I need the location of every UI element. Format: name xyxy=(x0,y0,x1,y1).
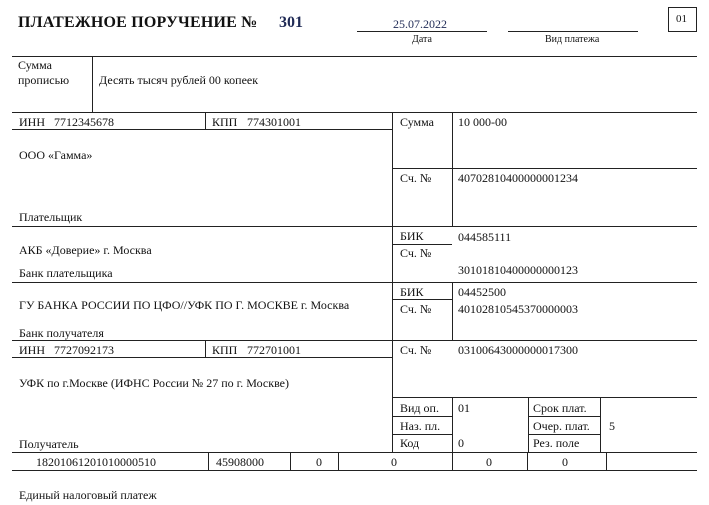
amount-words-divider xyxy=(92,56,93,112)
grid-line-434a xyxy=(392,434,452,435)
payee-bank-bik-label: БИК xyxy=(400,285,424,299)
payee-inn-label: ИНН xyxy=(19,343,45,357)
grid-line-416a xyxy=(392,416,452,417)
payee-bank-account-label: Сч. № xyxy=(400,302,432,316)
payee-kpp: 772701001 xyxy=(247,343,301,357)
date-underline xyxy=(357,31,487,32)
payment-type-label: Вид платежа xyxy=(545,34,600,45)
grid-line-226 xyxy=(12,226,697,227)
amount-words-value: Десять тысяч рублей 00 копеек xyxy=(99,73,259,87)
grid-vline-205b xyxy=(205,340,206,357)
document-date: 25.07.2022 xyxy=(393,17,447,31)
tax-sep-5 xyxy=(527,452,528,470)
grid-line-452 xyxy=(12,452,697,453)
tax-period: 0 xyxy=(391,455,397,469)
date-label: Дата xyxy=(412,34,432,45)
payee-bank-account: 40102810545370000003 xyxy=(458,302,578,316)
tax-basis: 0 xyxy=(316,455,322,469)
op-type-label: Вид оп. xyxy=(400,401,439,415)
payee-label: Получатель xyxy=(19,437,79,451)
payee-account: 03100643000000017300 xyxy=(458,343,578,357)
payee-bank-name: ГУ БАНКА РОССИИ ПО ЦФО//УФК ПО Г. МОСКВЕ г. Москва xyxy=(19,298,350,312)
payer-bank-bik: 044585111 xyxy=(458,230,512,244)
amount-label: Сумма xyxy=(400,115,434,129)
form-code-box xyxy=(668,7,697,32)
order-label: Очер. плат. xyxy=(533,419,590,433)
payee-bank-label: Банк получателя xyxy=(19,326,104,340)
code-value: 0 xyxy=(458,436,464,450)
payee-inn: 7727092173 xyxy=(54,343,114,357)
tax-sep-2 xyxy=(290,452,291,470)
grid-vline-600 xyxy=(600,397,601,452)
payer-inn: 7712345678 xyxy=(54,115,114,129)
tax-doc-number: 0 xyxy=(486,455,492,469)
payer-name: ООО «Гамма» xyxy=(19,148,93,162)
purpose-code-label: Наз. пл. xyxy=(400,419,441,433)
amount-words-label-2: прописью xyxy=(18,73,70,87)
tax-sep-6 xyxy=(606,452,607,470)
grid-line-244 xyxy=(392,244,452,245)
payee-kpp-label: КПП xyxy=(212,343,238,357)
payer-bank-bik-label: БИК xyxy=(400,229,424,243)
grid-vline-452c xyxy=(452,397,453,452)
amount-words-label-1: Сумма xyxy=(18,58,52,72)
payer-bank-account: 30101810400000000123 xyxy=(458,263,578,277)
grid-line-340 xyxy=(12,340,697,341)
form-code: 01 xyxy=(676,13,687,25)
grid-line-434b xyxy=(528,434,600,435)
grid-vline-452b xyxy=(452,282,453,340)
payee-name: УФК по г.Москве (ИФНС России № 27 по г. Москве) xyxy=(19,376,289,390)
document-title: ПЛАТЕЖНОЕ ПОРУЧЕНИЕ № xyxy=(18,14,258,31)
payer-bank-name: АКБ «Доверие» г. Москва xyxy=(19,243,152,257)
amount-value: 10 000-00 xyxy=(458,115,507,129)
grid-vline-528 xyxy=(528,397,529,452)
tax-sep-1 xyxy=(208,452,209,470)
payer-account: 40702810400000001234 xyxy=(458,171,578,185)
reserve-label: Рез. поле xyxy=(533,436,580,450)
grid-line-416b xyxy=(528,416,600,417)
payment-purpose: Единый налоговый платеж xyxy=(19,488,157,502)
payee-account-label: Сч. № xyxy=(400,343,432,357)
grid-vline-452a xyxy=(452,112,453,227)
order-value: 5 xyxy=(609,419,615,433)
grid-line-282 xyxy=(12,282,697,283)
op-type-value: 01 xyxy=(458,401,470,415)
grid-line-397 xyxy=(392,397,697,398)
tax-doc-date: 0 xyxy=(562,455,568,469)
grid-line-112 xyxy=(12,112,697,113)
grid-vline-392 xyxy=(392,112,393,452)
amount-words-top-line xyxy=(12,56,697,57)
grid-line-470 xyxy=(12,470,697,471)
payer-bank-account-label: Сч. № xyxy=(400,246,432,260)
payer-label: Плательщик xyxy=(19,210,83,224)
grid-line-168 xyxy=(392,168,697,169)
payer-account-label: Сч. № xyxy=(400,171,432,185)
tax-oktmo: 45908000 xyxy=(216,455,264,469)
tax-sep-4 xyxy=(452,452,453,470)
payment-type-underline xyxy=(508,31,638,32)
payer-bank-label: Банк плательщика xyxy=(19,266,113,280)
payer-kpp: 774301001 xyxy=(247,115,301,129)
tax-kbk: 18201061201010000510 xyxy=(36,455,156,469)
grid-vline-205a xyxy=(205,112,206,129)
document-number: 301 xyxy=(279,14,303,31)
payer-kpp-label: КПП xyxy=(212,115,238,129)
code-label: Код xyxy=(400,436,420,450)
term-label: Срок плат. xyxy=(533,401,587,415)
tax-sep-3 xyxy=(338,452,339,470)
payee-bank-bik: 04452500 xyxy=(458,285,506,299)
payer-inn-label: ИНН xyxy=(19,115,45,129)
